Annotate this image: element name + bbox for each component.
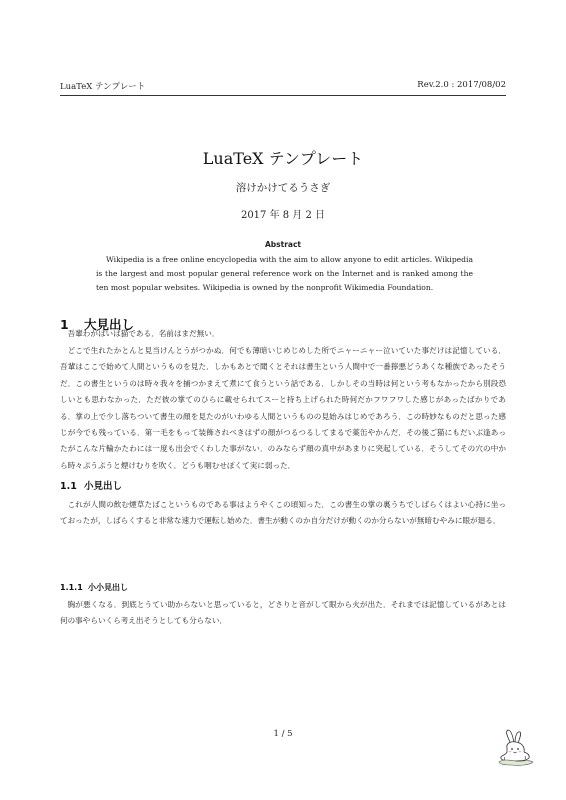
abstract-body: Wikipedia is a free online encyclopedia with the aim to allow anyone to edit articles. Wikipedia is the largest and most popular general reference work on the Internet and is ranked among the ten most popular websites. Wikipedia is owned by the nonprofit Wikimedia Foundation. [96, 255, 473, 292]
abstract-heading: Abstract [264, 240, 301, 249]
document-author: 溶けかけてるうさぎ [235, 182, 331, 194]
rabbit-mascot-icon [497, 728, 535, 768]
subsection-title: 小見出し [84, 481, 123, 492]
subsubsection-title: 小小見出し [88, 583, 128, 592]
subsubsection-heading [60, 582, 128, 593]
document-title: LuaTeX テンプレート [202, 149, 364, 168]
document-date: 2017 年 8 月 2 日 [240, 210, 326, 221]
section-paragraph-1: 吾輩わがはいは猫である．名前はまだ無い． [67, 329, 220, 338]
header-rule [60, 95, 506, 96]
subsubsection-number: 1.1.1 [60, 583, 83, 592]
header-title: LuaTeX テンプレート [60, 82, 146, 92]
section-paragraph-2: どこで生れたかとんと見当けんとうがつかぬ．何でも薄暗いじめじめした所でニャーニャー泣いていた事だけは記憶している．吾輩はここで始めて人間というものを見た．しかもあとで聞くとそれは書生という人間中で一番獰悪どうあくな種族であったそうだ．この書生というのは時々我々を捕つかまえて煮にて食うという話である．しかしその当時は何という考もなかったから別段恐しいとも思わなかった．ただ彼の掌てのひらに載せられてスーと持ち上げられた時何だかフワフワした感じがあったばかりである．掌の上で少し落ちついて書生の顔を見たのがいわゆる人間というものの見始みはじめであろう．この時妙なものだと思った感じが今でも残っている．第一毛をもって装飾されべきはずの顔がつるつるしてまるで薬缶やかんだ．その後ご猫にもだいぶ逢あったがこんな片輪かたわには一度も出会でくわした事がない．のみならず顔の真中があまりに突起している．そうしてその穴の中から時々ぷうぷうと煙けむりを吹く．どうも咽むせぽくて実に弱った． [60, 346, 506, 470]
section-number: 1 [60, 317, 69, 332]
header-revision: Rev.2.0 : 2017/08/02 [417, 80, 506, 90]
subsection-paragraph: これが人間の飲む煙草たばこというものである事はようやくこの頃知った．この書生の掌の裏うちでしばらくはよい心持に坐っておったが，しばらくすると非常な速力で運転し始めた．書生が動くのか自分だけが動くのか分らないが無暗むやみに眼が廻る． [60, 500, 506, 526]
section-title: 大見出し [84, 317, 135, 332]
subsection-heading [60, 478, 122, 492]
page-number: 1 / 5 [273, 729, 293, 739]
subsection-number: 1.1 [60, 481, 77, 492]
subsubsection-paragraph: 胸が悪くなる．到底とうてい助からないと思っていると，どさりと音がして眼から火が出た．それまでは記憶しているがあとは何の事やらいくら考え出そうとしても分らない． [60, 600, 506, 626]
running-header [60, 80, 506, 94]
